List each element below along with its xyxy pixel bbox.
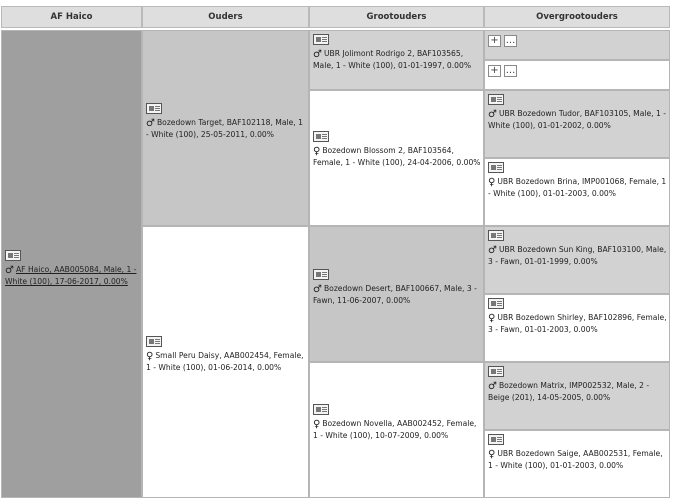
pedigree-card-icon[interactable] bbox=[488, 162, 504, 173]
more-options-button[interactable]: ... bbox=[505, 35, 516, 46]
pedigree-card-icon[interactable] bbox=[488, 298, 504, 309]
great-grandparent-empty-cell bbox=[484, 60, 670, 90]
pedigree-card-icon[interactable] bbox=[5, 250, 21, 261]
add-ancestor-button[interactable]: + bbox=[488, 65, 501, 77]
parent-card[interactable] bbox=[146, 103, 306, 140]
pedigree-card-icon[interactable] bbox=[488, 366, 504, 377]
grandparent-card[interactable] bbox=[313, 404, 481, 441]
grandparent-description: Bozedown Desert, BAF100667, Male, 3 - Fawn, 11-06-2007, 0.00% bbox=[313, 284, 477, 305]
great-grandparent-empty-cell bbox=[484, 30, 670, 60]
great-grandparent-description: UBR Bozedown Sun King, BAF103100, Male, 3 - Fawn, 01-01-1999, 0.00% bbox=[488, 245, 667, 266]
add-ancestor-button[interactable]: + bbox=[488, 35, 501, 47]
header-subject: AF Haico bbox=[1, 6, 142, 28]
female-icon: ♀ bbox=[488, 313, 496, 324]
great-grandparent-cell bbox=[484, 430, 670, 498]
male-icon: ♂ bbox=[146, 118, 155, 129]
grandparent-cell bbox=[309, 362, 484, 498]
female-icon: ♀ bbox=[313, 419, 321, 430]
great-grandparent-card[interactable] bbox=[488, 230, 668, 267]
male-icon: ♂ bbox=[488, 245, 497, 256]
male-icon: ♂ bbox=[313, 284, 322, 295]
grandparent-card[interactable] bbox=[313, 269, 481, 306]
great-grandparent-card[interactable] bbox=[488, 94, 668, 131]
pedigree-card-icon[interactable] bbox=[313, 34, 329, 45]
header-great-grandparents: Overgrootouders bbox=[484, 6, 670, 28]
grandparent-card[interactable] bbox=[313, 131, 481, 168]
great-grandparent-cell bbox=[484, 226, 670, 294]
great-grandparent-cell bbox=[484, 158, 670, 226]
parent-description: Bozedown Target, BAF102118, Male, 1 - White (100), 25-05-2011, 0.00% bbox=[146, 118, 303, 139]
pedigree-card-icon[interactable] bbox=[313, 131, 329, 142]
pedigree-card-icon[interactable] bbox=[488, 94, 504, 105]
great-grandparent-description: UBR Bozedown Tudor, BAF103105, Male, 1 - White (100), 01-01-2002, 0.00% bbox=[488, 109, 666, 130]
subject-cell bbox=[1, 30, 142, 498]
grandparent-cell bbox=[309, 90, 484, 226]
female-icon: ♀ bbox=[488, 177, 496, 188]
male-icon: ♂ bbox=[488, 109, 497, 120]
parent-cell-sire bbox=[142, 30, 309, 226]
great-grandparent-description: UBR Bozedown Shirley, BAF102896, Female, 3 - Fawn, 01-01-2003, 0.00% bbox=[488, 313, 667, 334]
grandparent-description: Bozedown Novella, AAB002452, Female, 1 - White (100), 10-07-2009, 0.00% bbox=[313, 419, 477, 440]
pedigree-card-icon[interactable] bbox=[313, 269, 329, 280]
great-grandparent-cell bbox=[484, 294, 670, 362]
header-parents: Ouders bbox=[142, 6, 309, 28]
add-ancestor-controls bbox=[488, 35, 517, 47]
parent-card[interactable] bbox=[146, 336, 306, 373]
parent-description: Small Peru Daisy, AAB002454, Female, 1 - White (100), 01-06-2014, 0.00% bbox=[146, 351, 304, 372]
great-grandparent-description: UBR Bozedown Brina, IMP001068, Female, 1 - White (100), 01-01-2003, 0.00% bbox=[488, 177, 667, 198]
parent-cell-dam bbox=[142, 226, 309, 498]
great-grandparent-description: UBR Bozedown Saige, AAB002531, Female, 1 - White (100), 01-01-2003, 0.00% bbox=[488, 449, 663, 470]
grandparent-description: UBR Jolimont Rodrigo 2, BAF103565, Male, 1 - White (100), 01-01-1997, 0.00% bbox=[313, 49, 472, 70]
pedigree-card-icon[interactable] bbox=[488, 434, 504, 445]
pedigree-card-icon[interactable] bbox=[146, 103, 162, 114]
add-ancestor-controls bbox=[488, 65, 517, 77]
more-options-button[interactable]: ... bbox=[505, 65, 516, 76]
male-icon: ♂ bbox=[488, 381, 497, 392]
pedigree-card-icon[interactable] bbox=[146, 336, 162, 347]
male-icon: ♂ bbox=[313, 49, 322, 60]
great-grandparent-card[interactable] bbox=[488, 162, 668, 199]
great-grandparent-cell bbox=[484, 362, 670, 430]
subject-link[interactable]: AF Haico, AAB005084, Male, 1 - White (100), 17-06-2017, 0.00% bbox=[5, 265, 137, 286]
female-icon: ♀ bbox=[146, 351, 154, 362]
subject-card[interactable] bbox=[5, 250, 141, 287]
grandparent-cell bbox=[309, 226, 484, 362]
male-icon: ♂ bbox=[5, 265, 14, 276]
female-icon: ♀ bbox=[313, 146, 321, 157]
pedigree-card-icon[interactable] bbox=[488, 230, 504, 241]
grandparent-card[interactable] bbox=[313, 34, 481, 71]
great-grandparent-description: Bozedown Matrix, IMP002532, Male, 2 - Beige (201), 14-05-2005, 0.00% bbox=[488, 381, 650, 402]
grandparent-description: Bozedown Blossom 2, BAF103564, Female, 1 - White (100), 24-04-2006, 0.00% bbox=[313, 146, 481, 167]
pedigree-card-icon[interactable] bbox=[313, 404, 329, 415]
great-grandparent-card[interactable] bbox=[488, 298, 668, 335]
header-grandparents: Grootouders bbox=[309, 6, 484, 28]
great-grandparent-card[interactable] bbox=[488, 366, 668, 403]
great-grandparent-cell bbox=[484, 90, 670, 158]
female-icon: ♀ bbox=[488, 449, 496, 460]
grandparent-cell bbox=[309, 30, 484, 90]
great-grandparent-card[interactable] bbox=[488, 434, 668, 471]
